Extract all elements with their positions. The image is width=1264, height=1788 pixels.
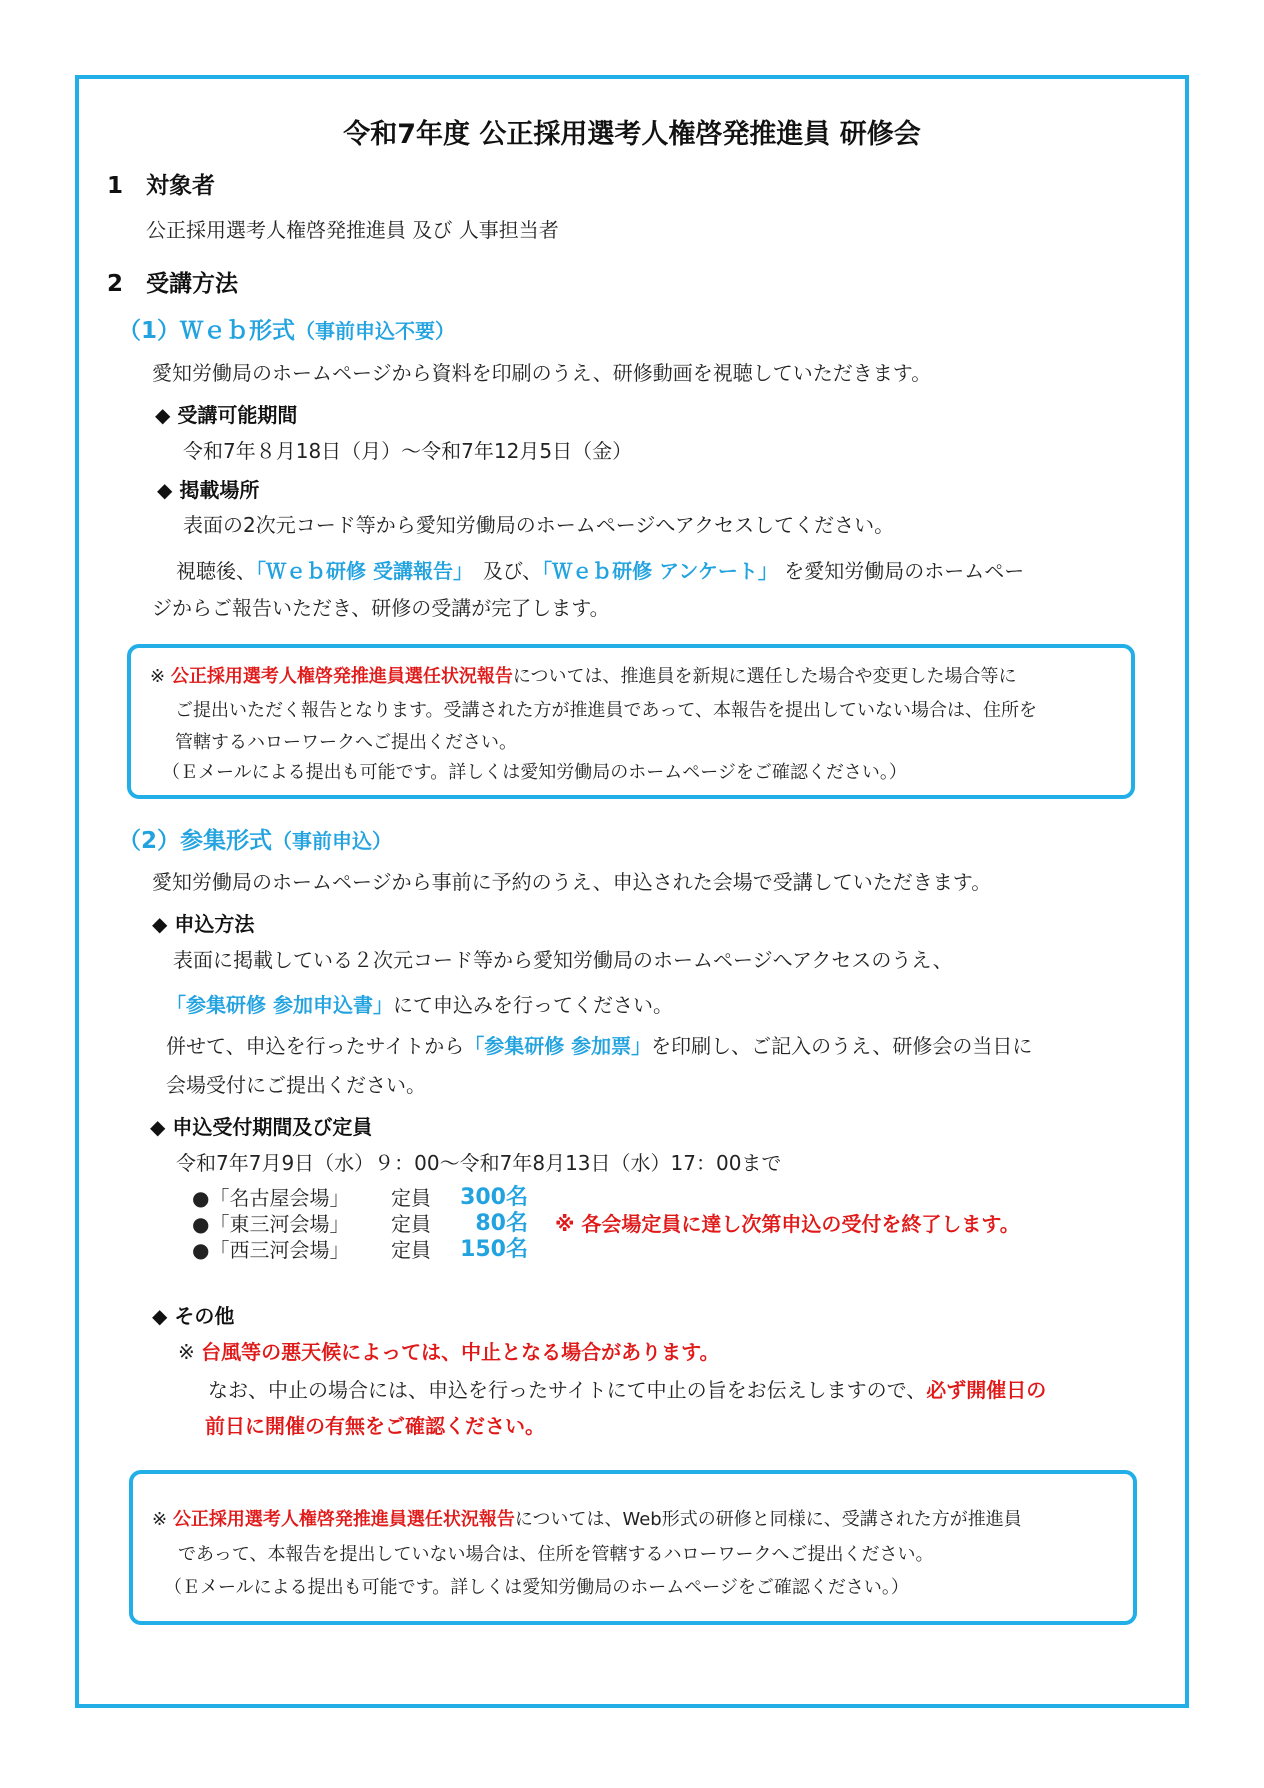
note2-mark: ※ bbox=[152, 1509, 168, 1530]
inperson-method-3 bbox=[166, 1030, 1032, 1059]
web-after-text2: 及び、 bbox=[482, 559, 543, 583]
inperson-method-2-rest: にて申込みを行ってください。 bbox=[392, 993, 673, 1017]
web-after-line2: ジからご報告いただき、研修の受講が完了します。 bbox=[152, 596, 610, 620]
venue-row bbox=[192, 1208, 349, 1237]
venue-bullet: ● bbox=[192, 1186, 210, 1210]
inperson-method-3-rest: を印刷し、ご記入のうえ、研修会の当日に bbox=[651, 1034, 1033, 1058]
note2-rest: については、Web形式の研修と同様に、受講された方が推進員 bbox=[514, 1509, 1022, 1530]
web-survey-link: 「Ｗｅｂ研修 アンケート」 bbox=[542, 559, 778, 583]
note2-line3: （Ｅメールによる提出も可能です。詳しくは愛知労働局のホームページをご確認ください。） bbox=[164, 1577, 909, 1598]
web-after-text1: 視聴後、 bbox=[176, 559, 256, 583]
web-format-heading bbox=[118, 312, 455, 345]
venue-row bbox=[192, 1182, 349, 1211]
web-place-label: ◆ 掲載場所 bbox=[157, 478, 260, 502]
inperson-intro: 愛知労働局のホームページから事前に予約のうえ、申込された会場で受講していただきます。 bbox=[152, 870, 992, 894]
inperson-method-label: ◆ 申込方法 bbox=[152, 912, 255, 936]
venue-bullet: ● bbox=[192, 1212, 210, 1236]
note1-rest: については、推進員を新規に選任した場合や変更した場合等に bbox=[512, 666, 1017, 687]
other-line2-red: 必ず開催日の bbox=[926, 1378, 1047, 1402]
other-cancel-warning: 台風等の悪天候によっては、中止となる場合があります。 bbox=[201, 1340, 720, 1364]
other-mark: ※ bbox=[178, 1340, 195, 1364]
note1-mark: ※ bbox=[150, 666, 166, 687]
note2-line1 bbox=[152, 1505, 1022, 1531]
section-method-heading: 2 受講方法 bbox=[107, 271, 239, 297]
note1-line2: ご提出いただく報告となります。受講された方が推進員であって、本報告を提出していない場合は、住所を bbox=[175, 700, 1038, 721]
other-line2 bbox=[208, 1374, 1046, 1403]
venue-capacity-note: ※ 各会場定員に達し次第申込の受付を終了します。 bbox=[555, 1212, 1020, 1236]
inperson-heading bbox=[118, 822, 392, 855]
note1-line1 bbox=[150, 662, 1016, 688]
venue-row bbox=[192, 1234, 349, 1263]
inperson-method-1: 表面に掲載している２次元コード等から愛知労働局のホームページへアクセスのうえ、 bbox=[173, 948, 953, 972]
section-target-body: 公正採用選考人権啓発推進員 及び 人事担当者 bbox=[146, 218, 559, 242]
inperson-method-2 bbox=[166, 989, 673, 1018]
venue-cap-label: 定員 bbox=[391, 1238, 431, 1262]
other-line3: 前日に開催の有無をご確認ください。 bbox=[205, 1414, 545, 1438]
section-target-heading: 1 対象者 bbox=[107, 173, 216, 199]
web-intro: 愛知労働局のホームページから資料を印刷のうえ、研修動画を視聴していただきます。 bbox=[152, 361, 932, 385]
web-place: 表面の2次元コード等から愛知労働局のホームページへアクセスしてください。 bbox=[183, 513, 895, 537]
venue-bullet: ● bbox=[192, 1238, 210, 1262]
venue-cap-label: 定員 bbox=[391, 1212, 431, 1236]
note1-red: 公正採用選考人権啓発推進員選任状況報告 bbox=[170, 666, 513, 687]
venue-name: 「名古屋会場」 bbox=[209, 1186, 350, 1210]
web-report-link: 「Ｗｅｂ研修 受講報告」 bbox=[256, 559, 463, 583]
venue-capacity: 150名 bbox=[460, 1237, 528, 1262]
web-format-title: （1）Ｗｅｂ形式 bbox=[118, 318, 296, 344]
other-label: ◆ その他 bbox=[152, 1304, 235, 1328]
web-after-line1 bbox=[176, 555, 1024, 584]
note2-red: 公正採用選考人権啓発推進員選任状況報告 bbox=[172, 1509, 515, 1530]
inperson-period: 令和7年7月9日（水）９：00～令和7年8月13日（水）17：00まで bbox=[176, 1151, 782, 1175]
inperson-method-3-start: 併せて、申込を行ったサイトから bbox=[166, 1034, 465, 1058]
web-format-note: （事前申込不要） bbox=[295, 319, 456, 343]
web-period: 令和7年８月18日（月）～令和7年12月5日（金） bbox=[183, 439, 633, 463]
inperson-title: （2）参集形式 bbox=[118, 828, 273, 854]
ticket-link: 「参集研修 参加票」 bbox=[464, 1034, 652, 1058]
venue-capacity: 300名 bbox=[460, 1185, 528, 1210]
note1-line3: 管轄するハローワークへご提出ください。 bbox=[175, 732, 517, 753]
web-period-label: ◆ 受講可能期間 bbox=[155, 403, 298, 427]
inperson-note: （事前申込） bbox=[272, 829, 393, 853]
inperson-period-label: ◆ 申込受付期間及び定員 bbox=[150, 1115, 373, 1139]
inperson-method-4: 会場受付にご提出ください。 bbox=[166, 1073, 426, 1097]
venue-name: 「東三河会場」 bbox=[209, 1212, 350, 1236]
note1-line4: （Ｅメールによる提出も可能です。詳しくは愛知労働局のホームページをご確認ください。） bbox=[162, 762, 907, 783]
web-after-text3: を愛知労働局のホームペー bbox=[784, 559, 1025, 583]
apply-form-link: 「参集研修 参加申込書」 bbox=[166, 993, 393, 1017]
page-title: 令和7年度 公正採用選考人権啓発推進員 研修会 bbox=[343, 119, 921, 150]
other-line2-text: なお、中止の場合には、申込を行ったサイトにて中止の旨をお伝えしますので、 bbox=[208, 1378, 927, 1402]
other-line1 bbox=[178, 1336, 720, 1365]
note2-line2: であって、本報告を提出していない場合は、住所を管轄するハローワークへご提出ください。 bbox=[178, 1544, 934, 1565]
venue-cap-label: 定員 bbox=[391, 1186, 431, 1210]
venue-name: 「西三河会場」 bbox=[209, 1238, 350, 1262]
venue-capacity: 80名 bbox=[475, 1211, 528, 1236]
